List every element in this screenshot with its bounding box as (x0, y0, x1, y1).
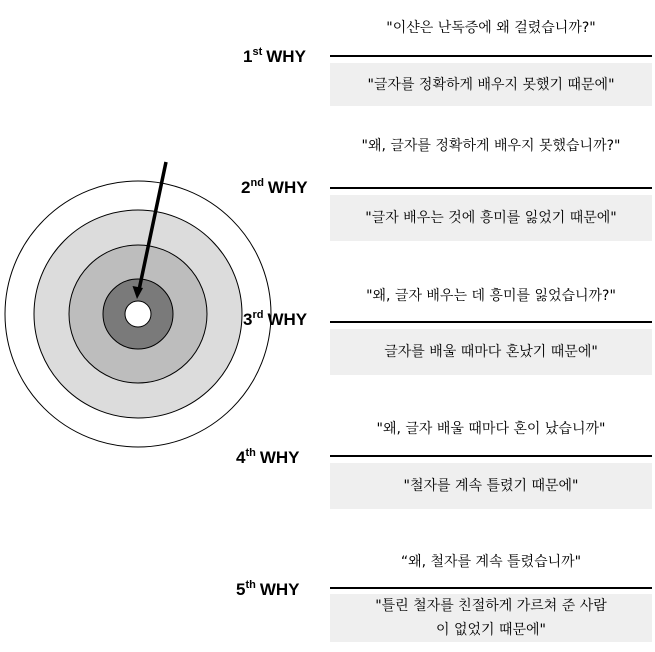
why-label-4: 4th WHY (236, 447, 300, 467)
why-answer-2: "글자 배우는 것에 흥미를 잃었기 때문에" (330, 195, 652, 241)
why-label-3: 3rd WHY (243, 309, 308, 329)
why-answer-3: 글자를 배울 때마다 혼났기 때문에" (330, 329, 652, 375)
why-divider-1 (330, 55, 652, 57)
why-question-5: “왜, 철자를 계속 틀렸습니까" (400, 554, 582, 570)
why-divider-3 (330, 321, 652, 323)
target-bullseye (125, 301, 151, 327)
why-label-5: 5th WHY (236, 579, 300, 599)
why-label-2: 2nd WHY (241, 177, 308, 197)
why-divider-4 (330, 455, 652, 457)
why-question-1: "이샨은 난독증에 왜 걸렸습니까?" (386, 20, 596, 36)
why-question-2: "왜, 글자를 정확하게 배우지 못했습니까?" (361, 138, 621, 154)
why-divider-2 (330, 187, 652, 189)
why-answer-4: "철자를 계속 틀렸기 때문에" (330, 463, 652, 509)
why-answer-1: "글자를 정확하게 배우지 못했기 때문에" (330, 63, 652, 106)
why-question-3: "왜, 글자 배우는 데 흥미를 잃었습니까?" (366, 288, 616, 304)
why-divider-5 (330, 587, 652, 589)
why-label-1: 1st WHY (243, 46, 306, 66)
why-question-4: "왜, 글자 배울 때마다 혼이 났습니까" (376, 421, 606, 437)
why-answer-5: "틀린 철자를 친절하게 가르쳐 준 사람이 없었기 때문에" (330, 594, 652, 642)
